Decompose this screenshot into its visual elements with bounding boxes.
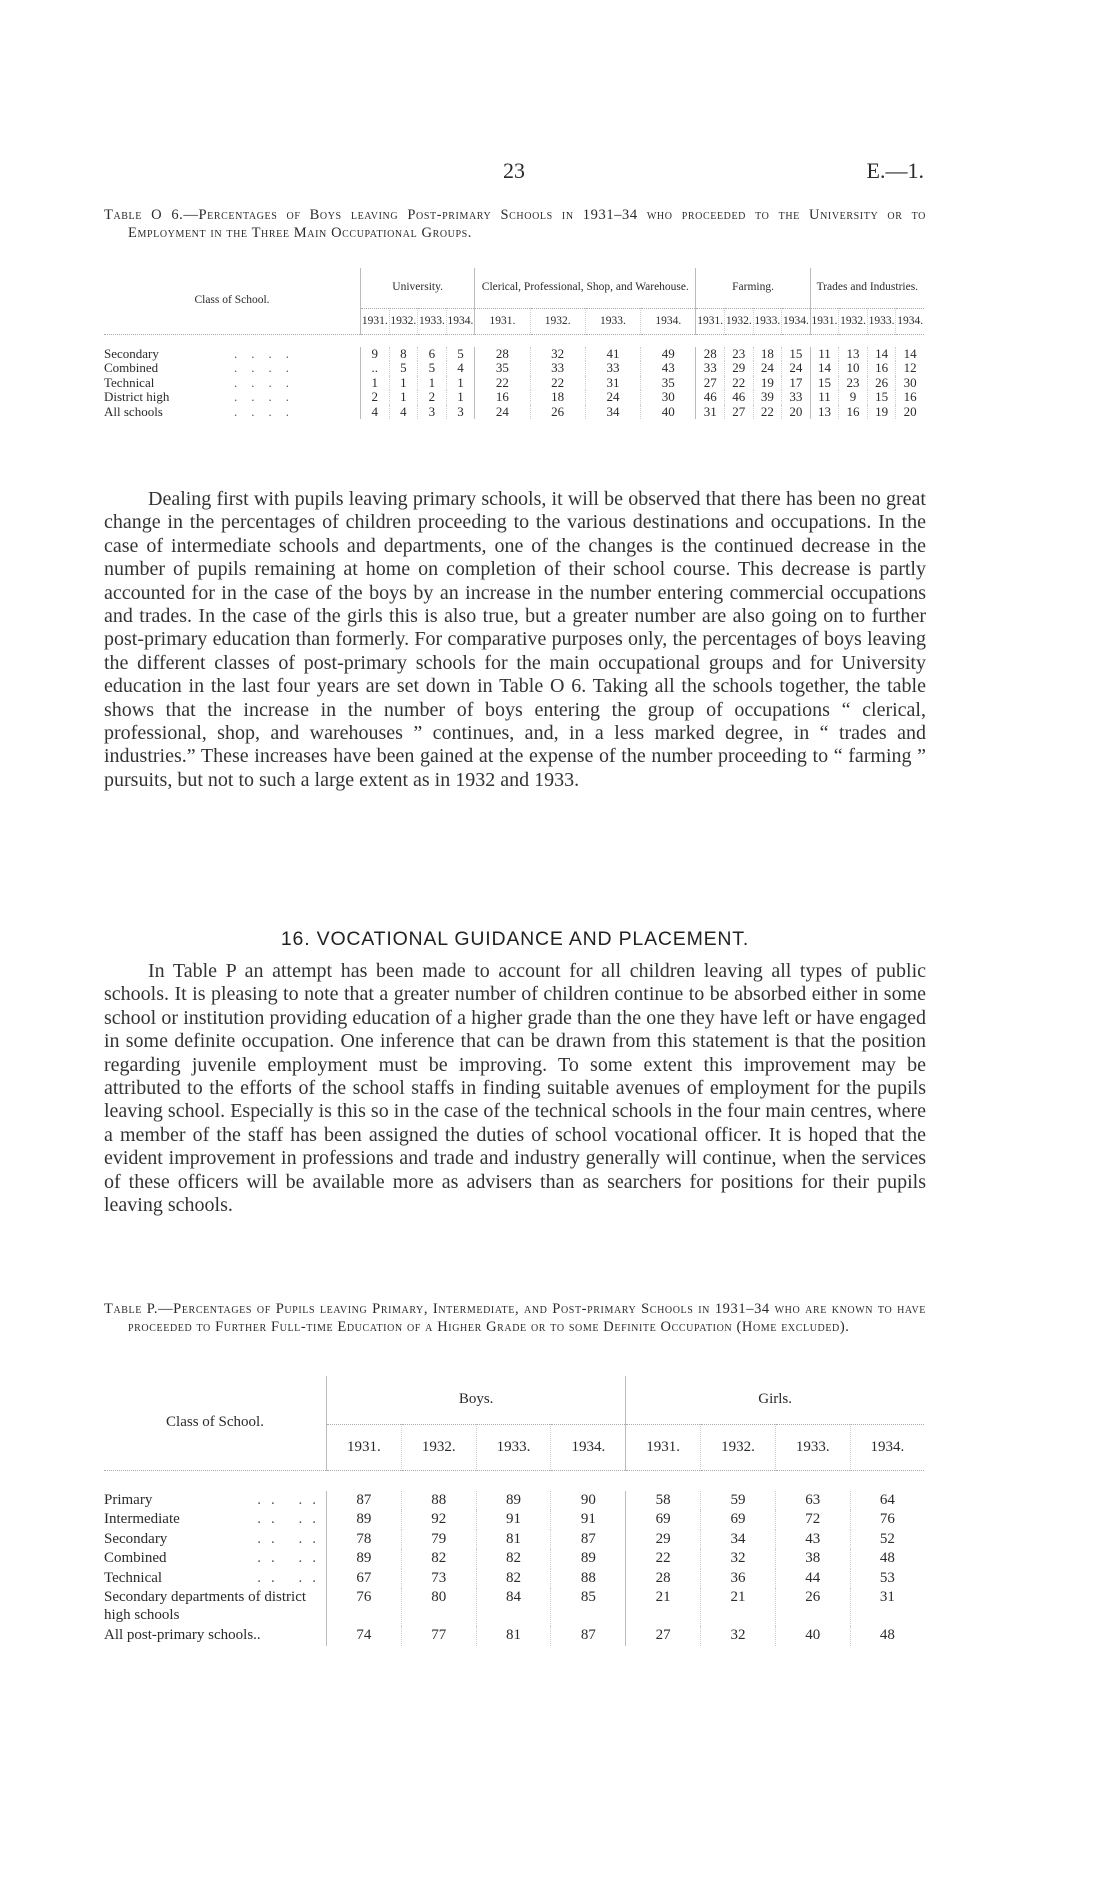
row-label (104, 1588, 327, 1626)
paragraph-table-o6-discussion: Dealing first with pupils leaving primary schools, it will be observed that there has been no great change in the percentages of children proceeding to the various destinations and occupations. In the case of intermediate schools and departments, one of the changes is the continued decrease in the number of pupils remaining at home on completion of their school course. This decrease is partly accounted for in the case of the boys by an increase in the number entering commercial occupations and trades. In the case of the girls this is also true, but a greater number are also going on to further post-primary education than formerly. For comparative purposes only, the percentages of boys leaving the different classes of post-primary schools for the main occupational groups and for University education in the last four years are set down in Table O 6. Taking all the schools together, the table shows that the increase in the number of boys entering the group of occupations “ clerical, professional, shop, and warehouses ” continues, and, in a less marked degree, in “ trades and industries.” These increases have been gained at the expense of the number proceeding to “ farming ” pursuits, but not to such a large extent as in 1932 and 1933. (104, 488, 926, 791)
table-cell: 67 (327, 1569, 402, 1589)
table-cell: 33 (782, 390, 811, 405)
row-label (104, 347, 361, 362)
table-cell: 91 (476, 1510, 551, 1530)
group-header-girls: Girls. (626, 1376, 924, 1424)
table-cell: 31 (850, 1588, 924, 1626)
table-cell: 27 (724, 405, 753, 420)
table-cell: 35 (475, 361, 530, 376)
table-cell: 22 (475, 376, 530, 391)
table-cell: 43 (775, 1530, 850, 1550)
table-cell: 21 (701, 1588, 776, 1626)
table-cell: 87 (327, 1491, 402, 1511)
table-cell: 89 (327, 1510, 402, 1530)
table-cell: 18 (530, 390, 585, 405)
table-cell: 13 (810, 405, 839, 420)
paragraph-vocational-guidance: In Table P an attempt has been made to account for all children leaving all types of public schools. It is pleasing to note that a greater number of children continue to be absorbed either in some school or institution providing education of a higher grade than the one they have left or have engaged in some definite occupation. One inference that can be drawn from this statement is that the position regarding juvenile employment must be improving. To some extent this improvement may be attributed to the efforts of the school staffs in finding suitable avenues of employment for the pupils leaving school. Especially is this so in the case of the technical schools in the four main centres, where a member of the staff has been assigned the duties of school vocational officer. It is hoped that the evident improvement in professions and trade and industry generally will continue, when the services of these officers will be available more as advisers than as searchers for positions for their pupils leaving schools. (104, 960, 926, 1217)
year-header: 1933. (585, 308, 640, 334)
table-row (104, 1530, 924, 1550)
table-cell: 27 (696, 376, 725, 391)
row-label-text: Secondary (104, 345, 159, 361)
table-row (104, 390, 924, 405)
year-header: 1934. (551, 1424, 626, 1470)
table-cell: 30 (896, 376, 924, 391)
table-cell: 48 (850, 1626, 924, 1646)
table-cell: 1 (389, 390, 418, 405)
leader-dots: .... (234, 403, 303, 419)
table-cell: 19 (867, 405, 896, 420)
table-cell: 15 (867, 390, 896, 405)
table-row (104, 405, 924, 420)
row-label (104, 1530, 327, 1550)
table-cell: 22 (724, 376, 753, 391)
table-cell: 53 (850, 1569, 924, 1589)
table-cell: 32 (530, 347, 585, 362)
table-cell: 44 (775, 1569, 850, 1589)
table-cell: 82 (401, 1549, 476, 1569)
year-header: 1934. (782, 308, 811, 334)
table-cell: 82 (476, 1549, 551, 1569)
table-row (104, 1491, 924, 1511)
table-cell: 29 (724, 361, 753, 376)
table-row (104, 361, 924, 376)
table-cell: 43 (641, 361, 696, 376)
table-cell: .. (361, 361, 390, 376)
row-label (104, 376, 361, 391)
row-label-text: Combined (104, 360, 159, 375)
table-row (104, 1510, 924, 1530)
row-label (104, 390, 361, 405)
table-cell: 34 (701, 1530, 776, 1550)
table-cell: 39 (753, 390, 782, 405)
table-row (104, 1549, 924, 1569)
table-cell: 20 (896, 405, 924, 420)
table-cell: 35 (641, 376, 696, 391)
table-cell: 78 (327, 1530, 402, 1550)
table-row (104, 347, 924, 362)
table-cell: 28 (475, 347, 530, 362)
table-cell: 1 (446, 390, 475, 405)
table-cell: 32 (701, 1549, 776, 1569)
row-label-text: Combined (104, 1550, 167, 1566)
table-cell: 18 (753, 347, 782, 362)
table-cell: 59 (701, 1491, 776, 1511)
table-o6-caption: Table O 6.—Percentages of Boys leaving Post-primary Schools in 1931–34 who proceeded to the University or to Employment in the Three Main Occupational Groups. (104, 207, 926, 241)
group-header-university: University. (361, 268, 475, 308)
year-header: 1932. (530, 308, 585, 334)
table-cell: 91 (551, 1510, 626, 1530)
table-cell: 16 (867, 361, 896, 376)
table-cell: 27 (626, 1626, 701, 1646)
table-cell: 80 (401, 1588, 476, 1626)
table-cell: 2 (418, 390, 447, 405)
table-cell: 11 (810, 390, 839, 405)
row-label (104, 1626, 327, 1646)
group-header-farming: Farming. (696, 268, 810, 308)
year-header: 1933. (476, 1424, 551, 1470)
table-cell: 24 (585, 390, 640, 405)
table-cell: 1 (389, 376, 418, 391)
table-cell: 74 (327, 1626, 402, 1646)
table-cell: 5 (446, 347, 475, 362)
table-cell: 26 (867, 376, 896, 391)
series-code: E.—1. (866, 158, 924, 183)
table-cell: 88 (551, 1569, 626, 1589)
table-cell: 69 (701, 1510, 776, 1530)
table-cell: 17 (782, 376, 811, 391)
table-cell: 87 (551, 1626, 626, 1646)
table-cell: 3 (418, 405, 447, 420)
row-label (104, 1491, 327, 1511)
row-label (104, 361, 361, 376)
table-cell: 15 (782, 347, 811, 362)
row-label-text: Technical (104, 1569, 163, 1586)
row-label-text: Technical (104, 374, 155, 390)
row-label-text: Primary (104, 1491, 153, 1508)
year-header: 1932. (401, 1424, 476, 1470)
table-cell: 88 (401, 1491, 476, 1511)
section-heading-vocational-guidance: 16. VOCATIONAL GUIDANCE AND PLACEMENT. (280, 928, 750, 950)
table-cell: 32 (701, 1626, 776, 1646)
table-cell: 8 (389, 347, 418, 362)
table-cell: 72 (775, 1510, 850, 1530)
table-cell: 79 (401, 1530, 476, 1550)
table-cell: 33 (696, 361, 725, 376)
row-label (104, 1549, 327, 1569)
table-cell: 52 (850, 1530, 924, 1550)
row-label-text: Secondary departments of district high schools (104, 1589, 307, 1623)
year-header: 1934. (850, 1424, 924, 1470)
table-cell: 81 (476, 1626, 551, 1646)
table-cell: 26 (775, 1588, 850, 1626)
table-o6 (104, 268, 924, 419)
row-label-text: All post-primary schools.. (104, 1627, 261, 1643)
leader-dots: .... (234, 345, 303, 361)
table-cell: 3 (446, 405, 475, 420)
row-label (104, 405, 361, 420)
table-cell: 11 (810, 347, 839, 362)
table-cell: 76 (850, 1510, 924, 1530)
row-label-text: Intermediate (104, 1511, 180, 1527)
table-cell: 14 (896, 347, 924, 362)
table-cell: 82 (476, 1569, 551, 1589)
table-cell: 22 (626, 1549, 701, 1569)
table-cell: 5 (389, 361, 418, 376)
year-header: 1931. (810, 308, 839, 334)
table-cell: 24 (753, 361, 782, 376)
table-cell: 89 (327, 1549, 402, 1569)
table-cell: 33 (530, 361, 585, 376)
table-cell: 76 (327, 1588, 402, 1626)
table-row (104, 1588, 924, 1626)
table-cell: 23 (724, 347, 753, 362)
table-cell: 9 (839, 390, 868, 405)
year-header: 1934. (896, 308, 924, 334)
page-number: 23 (503, 158, 525, 183)
table-cell: 13 (839, 347, 868, 362)
table-cell: 46 (724, 390, 753, 405)
table-cell: 4 (361, 405, 390, 420)
year-header: 1933. (775, 1424, 850, 1470)
table-cell: 46 (696, 390, 725, 405)
table-row (104, 1626, 924, 1646)
year-header: 1931. (626, 1424, 701, 1470)
group-header-trades: Trades and Industries. (810, 268, 924, 308)
year-header: 1933. (867, 308, 896, 334)
table-row (104, 1569, 924, 1589)
table-cell: 41 (585, 347, 640, 362)
table-cell: 14 (867, 347, 896, 362)
table-cell: 38 (775, 1549, 850, 1569)
leader-dots: .. .. (257, 1550, 326, 1566)
row-label-text: District high (104, 389, 170, 404)
leader-dots: .. .. (257, 1569, 326, 1586)
table-cell: 30 (641, 390, 696, 405)
table-cell: 69 (626, 1510, 701, 1530)
table-cell: 28 (696, 347, 725, 362)
table-p-caption: Table P.—Percentages of Pupils leaving Primary, Intermediate, and Post-primary Schools in 1931–34 who are known to have proceeded to Further Full-time Education of a Higher Grade or to some Definite Occupation (Home excluded). (104, 1301, 926, 1335)
page-header (104, 158, 924, 188)
table-cell: 89 (551, 1549, 626, 1569)
table-cell: 31 (696, 405, 725, 420)
table-cell: 33 (585, 361, 640, 376)
table-cell: 20 (782, 405, 811, 420)
table-cell: 15 (810, 376, 839, 391)
table-cell: 4 (446, 361, 475, 376)
table-cell: 64 (850, 1491, 924, 1511)
table-cell: 31 (585, 376, 640, 391)
table-cell: 14 (810, 361, 839, 376)
table-cell: 77 (401, 1626, 476, 1646)
year-header: 1932. (701, 1424, 776, 1470)
table-row (104, 376, 924, 391)
year-header: 1932. (839, 308, 868, 334)
table-cell: 90 (551, 1491, 626, 1511)
table-cell: 40 (641, 405, 696, 420)
table-cell: 21 (626, 1588, 701, 1626)
table-cell: 19 (753, 376, 782, 391)
leader-dots: .... (234, 374, 303, 390)
table-cell: 84 (476, 1588, 551, 1626)
group-header-boys: Boys. (327, 1376, 626, 1424)
table-cell: 1 (418, 376, 447, 391)
year-header: 1931. (475, 308, 530, 334)
table-cell: 2 (361, 390, 390, 405)
table-cell: 58 (626, 1491, 701, 1511)
table-cell: 1 (361, 376, 390, 391)
row-label-text: Secondary (104, 1530, 168, 1547)
group-header-clerical: Clerical, Professional, Shop, and Warehouse. (475, 268, 696, 308)
table-cell: 28 (626, 1569, 701, 1589)
leader-dots: .. .. (257, 1491, 326, 1508)
table-cell: 87 (551, 1530, 626, 1550)
year-header: 1933. (418, 308, 447, 334)
year-header: 1932. (389, 308, 418, 334)
year-header: 1934. (641, 308, 696, 334)
table-cell: 85 (551, 1588, 626, 1626)
table-cell: 23 (839, 376, 868, 391)
table-cell: 48 (850, 1549, 924, 1569)
row-label-text: All schools (104, 403, 163, 419)
table-cell: 9 (361, 347, 390, 362)
table-cell: 6 (418, 347, 447, 362)
table-cell: 73 (401, 1569, 476, 1589)
table-cell: 26 (530, 405, 585, 420)
table-cell: 81 (476, 1530, 551, 1550)
leader-dots: .. .. (257, 1530, 326, 1547)
class-header: Class of School. (194, 294, 270, 307)
table-cell: 34 (585, 405, 640, 420)
table-cell: 92 (401, 1510, 476, 1530)
leader-dots: .... (234, 360, 303, 375)
table-cell: 24 (782, 361, 811, 376)
table-p (104, 1376, 924, 1646)
year-header: 1931. (696, 308, 725, 334)
leader-dots: .. .. (257, 1511, 326, 1527)
table-cell: 12 (896, 361, 924, 376)
leader-dots: .... (234, 389, 303, 404)
table-cell: 16 (475, 390, 530, 405)
table-cell: 5 (418, 361, 447, 376)
year-header: 1933. (753, 308, 782, 334)
year-header: 1934. (446, 308, 475, 334)
table-cell: 16 (896, 390, 924, 405)
table-cell: 40 (775, 1626, 850, 1646)
table-cell: 24 (475, 405, 530, 420)
table-cell: 10 (839, 361, 868, 376)
year-header: 1931. (327, 1424, 402, 1470)
table-cell: 63 (775, 1491, 850, 1511)
table-cell: 29 (626, 1530, 701, 1550)
table-cell: 1 (446, 376, 475, 391)
table-cell: 36 (701, 1569, 776, 1589)
table-cell: 4 (389, 405, 418, 420)
row-label (104, 1569, 327, 1589)
table-cell: 89 (476, 1491, 551, 1511)
table-cell: 22 (753, 405, 782, 420)
table-cell: 49 (641, 347, 696, 362)
row-label (104, 1510, 327, 1530)
year-header: 1931. (361, 308, 390, 334)
table-cell: 16 (839, 405, 868, 420)
table-cell: 22 (530, 376, 585, 391)
class-header: Class of School. (166, 1414, 264, 1431)
year-header: 1932. (724, 308, 753, 334)
